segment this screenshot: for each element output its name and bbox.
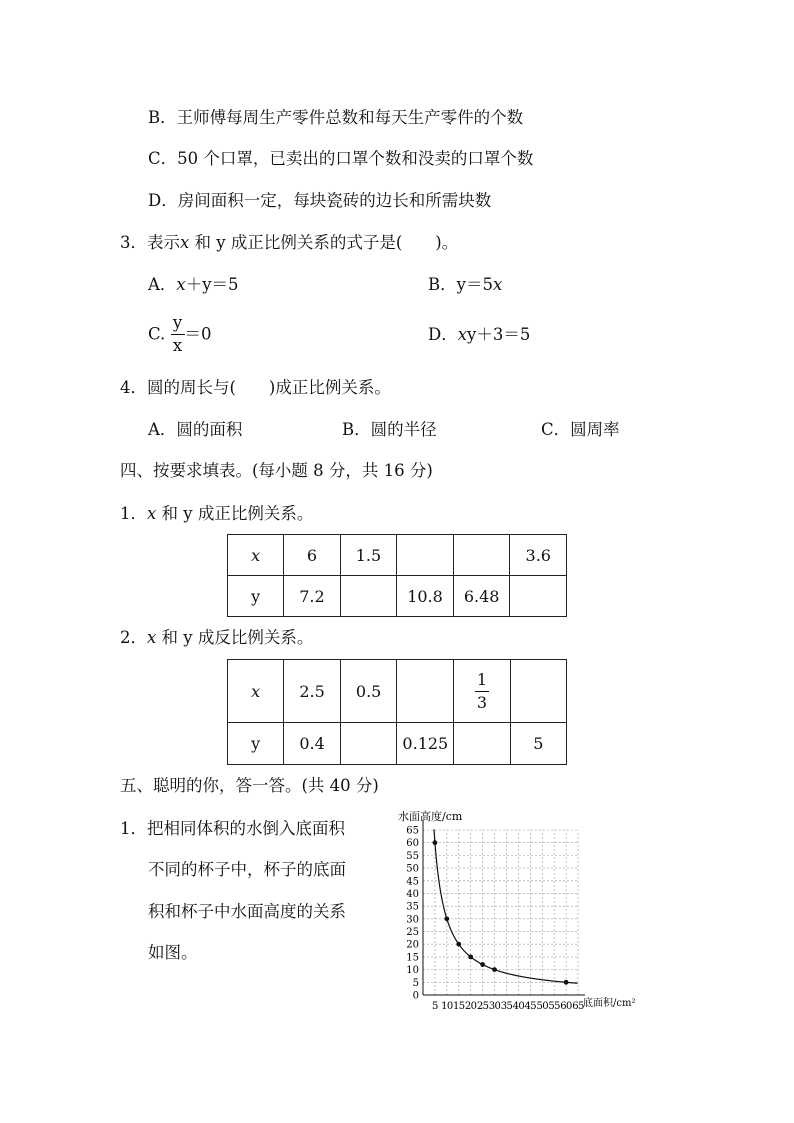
q3-option-b-label: B．y＝5 — [428, 275, 493, 294]
data-point — [564, 980, 569, 985]
y-tick-label: 5 — [412, 977, 419, 989]
sec4-p1-text: 和 y 成正比例关系。 — [156, 504, 314, 523]
sec5-p1-line4: 如图。 — [148, 943, 198, 962]
table-cell: x — [228, 660, 284, 723]
table-cell: 3.6 — [510, 535, 567, 576]
y-tick-label: 15 — [406, 952, 419, 964]
table-inverse-proportion — [227, 659, 567, 765]
y-tick-label: 25 — [406, 927, 419, 939]
table-cell-fraction — [454, 660, 510, 723]
q4-stem: 4．圆的周长与( )成正比例关系。 — [120, 378, 391, 397]
chart — [380, 800, 650, 1020]
q3-option-a-label: A． — [148, 275, 177, 294]
x-tick-label: 65 — [572, 1001, 584, 1012]
y-tick-label: 50 — [406, 863, 419, 875]
y-tick-label: 30 — [406, 914, 419, 926]
q3-option-a-rest: ＋y＝5 — [185, 275, 239, 294]
x-tick-label: 25 — [476, 1001, 489, 1012]
table-row — [228, 660, 567, 723]
chart-svg — [380, 800, 650, 1020]
data-point — [444, 916, 449, 921]
q3-option-c-label: C. — [148, 324, 166, 344]
table-cell: 2.5 — [284, 660, 341, 723]
q3-option-d-x: x — [457, 325, 468, 344]
sec4-p2-num: 2． — [120, 628, 147, 647]
sec4-p1-num: 1． — [120, 504, 147, 523]
x-tick-label: 5 — [432, 1001, 438, 1012]
q2-option-c: C．50 个口罩，已卖出的口罩个数和没卖的口罩个数 — [148, 149, 534, 168]
y-tick-label: 65 — [406, 825, 419, 837]
table-cell: 6 — [284, 535, 340, 576]
q3-stem-prefix: 3．表示 — [120, 233, 180, 252]
x-tick-label: 10 — [441, 1001, 453, 1012]
q4-option-c: C．圆周率 — [541, 420, 620, 439]
table-cell: 0.4 — [284, 723, 341, 765]
table-cell-blank[interactable] — [397, 660, 454, 723]
x-tick-label: 50 — [536, 1001, 548, 1012]
y-tick-label: 20 — [406, 939, 419, 951]
table-cell-blank[interactable] — [340, 576, 396, 617]
sec4-problem-2 — [120, 627, 313, 649]
table-cell: x — [228, 535, 284, 576]
q3-option-d-rest: y＋3＝5 — [467, 325, 531, 344]
table-row — [228, 576, 567, 617]
y-axis-label: 水面高度/cm — [398, 810, 463, 823]
table-cell-blank[interactable] — [340, 723, 397, 765]
table-cell-blank[interactable] — [454, 723, 510, 765]
y-tick-label: 55 — [406, 850, 419, 862]
table-cell: 7.2 — [284, 576, 340, 617]
q2-option-d: D．房间面积一定，每块瓷砖的边长和所需块数 — [148, 191, 492, 210]
y-tick-label: 60 — [406, 838, 419, 850]
x-tick-label: 35 — [500, 1001, 513, 1012]
x-tick-label: 55 — [548, 1001, 560, 1012]
x-tick-label: 15 — [453, 1001, 465, 1012]
y-tick-label: 40 — [406, 888, 419, 900]
table-cell-blank[interactable] — [510, 660, 566, 723]
q3-option-b-x: x — [492, 275, 503, 294]
q3-option-a-x: x — [176, 275, 186, 294]
table-cell: 0.125 — [397, 723, 454, 765]
sec5-p1-line3: 积和杯子中水面高度的关系 — [148, 902, 346, 921]
data-point — [456, 942, 461, 947]
data-point — [492, 967, 497, 972]
y-tick-label: 0 — [412, 990, 419, 1002]
q3-stem-x: x — [180, 233, 190, 252]
table-cell: 6.48 — [453, 576, 510, 617]
table-row — [228, 723, 567, 765]
data-point — [433, 840, 438, 845]
section-4-heading: 四、按要求填表。(每小题 8 分，共 16 分) — [120, 461, 433, 480]
table-cell: 0.5 — [340, 660, 397, 723]
q3-option-b — [428, 274, 502, 296]
q3-option-d — [428, 324, 530, 346]
x-tick-label: 20 — [464, 1001, 477, 1012]
y-tick-label: 35 — [406, 901, 419, 913]
q3-option-a — [148, 274, 239, 296]
data-point — [480, 962, 485, 967]
q3-option-c — [148, 314, 212, 355]
q3-option-c-numerator: y — [172, 313, 183, 332]
y-tick-label: 45 — [406, 876, 419, 888]
x-axis-label: 底面积/cm² — [583, 998, 636, 1009]
table-row — [228, 535, 567, 576]
q3-option-c-rest: ＝0 — [184, 324, 212, 344]
x-tick-label: 60 — [560, 1001, 572, 1012]
fraction-numerator: 1 — [476, 669, 488, 689]
sec4-p1-x: x — [147, 504, 157, 523]
table-cell: 10.8 — [397, 576, 454, 617]
sec5-p1-line1: 1．把相同体积的水倒入底面积 — [120, 819, 345, 838]
table-cell-blank[interactable] — [453, 535, 510, 576]
q3-stem — [120, 232, 458, 254]
q2-option-b: B．王师傅每周生产零件总数和每天生产零件的个数 — [148, 108, 524, 127]
table-cell-blank[interactable] — [510, 576, 567, 617]
x-tick-label: 45 — [524, 1001, 537, 1012]
fraction-denominator: 3 — [476, 692, 488, 712]
sec4-p2-text: 和 y 成反比例关系。 — [156, 628, 314, 647]
q3-stem-suffix: 和 y 成正比例关系的式子是( )。 — [189, 233, 459, 252]
x-tick-label: 30 — [488, 1001, 501, 1012]
q3-option-c-fraction — [171, 314, 185, 355]
sec5-p1-line2: 不同的杯子中，杯子的底面 — [148, 860, 346, 879]
table-direct-proportion — [227, 534, 567, 617]
q3-option-c-denominator: x — [172, 336, 183, 355]
x-tick-label: 40 — [512, 1001, 525, 1012]
q4-option-a: A．圆的面积 — [148, 420, 243, 439]
section-5-heading: 五、聪明的你，答一答。(共 40 分) — [120, 776, 379, 795]
table-cell: 5 — [510, 723, 566, 765]
table-cell-blank[interactable] — [397, 535, 454, 576]
table-cell: y — [228, 723, 284, 765]
q4-option-b: B．圆的半径 — [342, 420, 437, 439]
sec4-problem-1 — [120, 503, 313, 525]
q3-option-d-label: D． — [428, 325, 458, 344]
table-cell: y — [228, 576, 284, 617]
data-point — [468, 955, 473, 960]
y-tick-label: 10 — [406, 965, 419, 977]
sec4-p2-x: x — [147, 628, 157, 647]
table-cell: 1.5 — [340, 535, 396, 576]
